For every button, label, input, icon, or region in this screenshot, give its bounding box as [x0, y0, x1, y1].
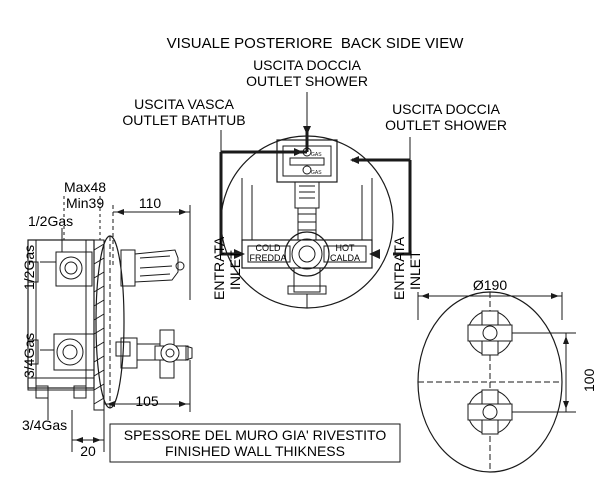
- label-hot: HOT: [335, 243, 355, 253]
- upper-handle-base: [121, 250, 135, 286]
- label-threequarter-gas-bottom: 3/4Gas: [22, 417, 68, 433]
- back-view-center-hub-core: [299, 246, 315, 262]
- back-view-neck-ribs: [298, 214, 316, 230]
- back-view-bottom-stem: [294, 268, 320, 292]
- label-wall-note-it: SPESSORE DEL MURO GIA' RIVESTITO: [123, 427, 387, 443]
- label-outlet-shower-top-it: USCITA DOCCIA: [253, 57, 361, 73]
- leader-outlet-shower-right: [352, 137, 410, 160]
- label-inlet-right-it: ENTRATA: [391, 236, 407, 300]
- label-dim-20: 20: [80, 443, 96, 459]
- diagram-title: VISUALE POSTERIORE BACK SIDE VIEW: [166, 35, 464, 52]
- side-view-fitting-lower-circle-in: [63, 345, 77, 359]
- svg-text:GAS: GAS: [311, 152, 322, 158]
- label-inlet-left-en: INLET: [227, 250, 243, 290]
- label-dim-110: 110: [138, 195, 162, 211]
- back-view-side-walls: [242, 178, 372, 240]
- label-outlet-shower-top-en: OUTLET SHOWER: [246, 73, 368, 89]
- label-dim-105: 105: [135, 393, 159, 409]
- side-view-fitting-upper-circle-in: [65, 262, 77, 274]
- label-inlet-right-en: INLET: [407, 250, 423, 290]
- label-outlet-shower-right-en: OUTLET SHOWER: [385, 117, 507, 133]
- dim-110-arrow-left: [116, 209, 124, 215]
- dim-110-arrow-right: [179, 209, 187, 215]
- label-outlet-bathtub-it: USCITA VASCA: [134, 96, 234, 112]
- label-half-gas-left: 1/2Gas: [21, 244, 37, 290]
- label-dim-100: 100: [581, 368, 597, 392]
- dim-100-arrow-bottom: [563, 401, 569, 409]
- label-min39: Min39: [66, 195, 105, 211]
- label-calda: CALDA: [329, 253, 361, 263]
- back-view-slot: [290, 158, 324, 165]
- back-view-spool-ribs: [299, 186, 315, 198]
- back-view-center-hub-inner: [292, 239, 322, 269]
- label-fredda: FREDDA: [249, 253, 287, 263]
- front-lower-hub-cap: [483, 405, 497, 419]
- label-threequarter-gas-left: 3/4Gas: [21, 332, 37, 378]
- back-view-port-b: [303, 166, 311, 174]
- label-outlet-shower-right-it: USCITA DOCCIA: [392, 101, 500, 117]
- lower-handle-hub: [161, 344, 179, 362]
- side-view-fitting-upper-circle: [60, 257, 82, 279]
- dim-105-arrow-right: [179, 401, 187, 407]
- label-outlet-bathtub-en: OUTLET BATHTUB: [122, 112, 246, 128]
- front-upper-hub-cap: [483, 326, 497, 340]
- back-view-neck: [298, 208, 316, 240]
- label-diameter-190: Ø190: [472, 277, 508, 293]
- inlet-right-arrowhead: [369, 249, 380, 259]
- dim-100-arrow-top: [563, 336, 569, 344]
- label-inlet-left-it: ENTRATA: [211, 236, 227, 300]
- label-max48: Max48: [64, 179, 107, 195]
- side-view-fitting-lower-circle: [57, 339, 83, 365]
- svg-text:GAS: GAS: [311, 170, 322, 176]
- dim-190-arrow-left: [421, 293, 429, 299]
- dim-190-arrow-right: [551, 293, 559, 299]
- leader-outlet-bathtub: [221, 130, 300, 152]
- label-wall-note-en: FINISHED WALL THIKNESS: [165, 443, 345, 459]
- label-half-gas-top: 1/2Gas: [28, 213, 74, 229]
- label-cold: COLD: [255, 243, 281, 253]
